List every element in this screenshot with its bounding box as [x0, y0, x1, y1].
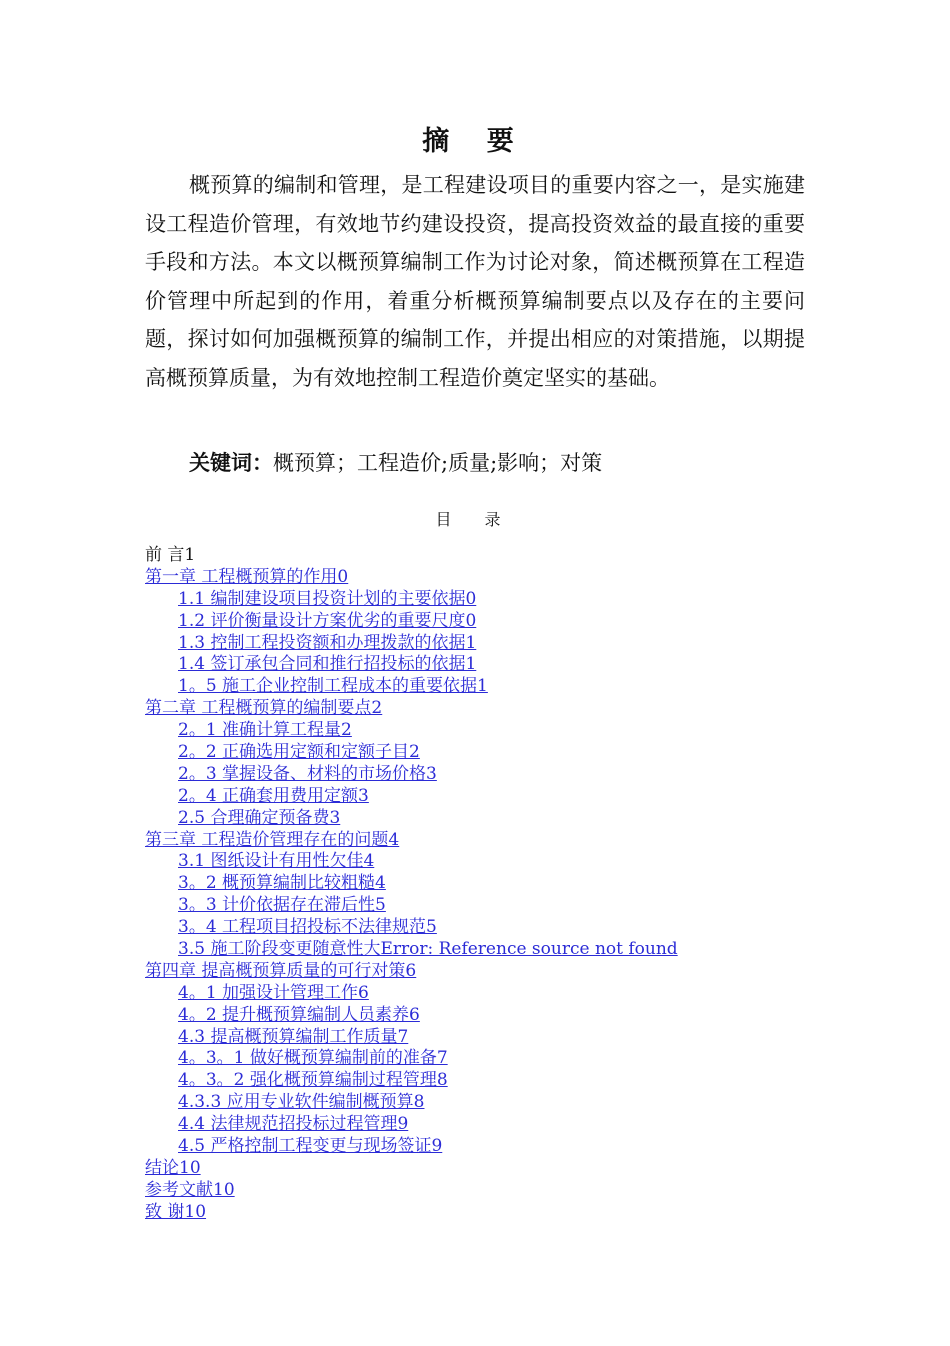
toc-link[interactable]: 3。3 计价依据存在滞后性5 [178, 895, 386, 916]
toc-link[interactable]: 1.2 评价衡量设计方案优劣的重要尺度0 [178, 610, 477, 631]
toc-entry [145, 808, 845, 830]
toc-link[interactable]: 4.5 严格控制工程变更与现场签证9 [178, 1136, 443, 1157]
toc-link[interactable]: 第一章 工程概预算的作用0 [145, 566, 349, 587]
toc-link[interactable]: 4。1 加强设计管理工作6 [178, 982, 369, 1003]
toc-entry [145, 589, 845, 611]
toc-entry [145, 873, 845, 895]
toc-entry [145, 851, 845, 873]
toc-entry [145, 633, 845, 655]
toc-link[interactable]: 1。5 施工企业控制工程成本的重要依据1 [178, 676, 488, 697]
toc-entry [145, 567, 845, 589]
keywords-text: 概预算；工程造价;质量;影响；对策 [273, 451, 603, 475]
toc-link[interactable]: 致 谢10 [145, 1201, 207, 1222]
keywords-label: 关键词： [189, 451, 273, 475]
toc-link[interactable]: 3.5 施工阶段变更随意性大Error: Reference source not found [178, 939, 678, 960]
toc-link[interactable]: 2。3 掌握设备、材料的市场价格3 [178, 763, 437, 784]
toc-link[interactable]: 1.1 编制建设项目投资计划的主要依据0 [178, 588, 477, 609]
toc-text: 前 言1 [145, 545, 196, 565]
toc-entry [145, 742, 845, 764]
toc-link[interactable]: 1.3 控制工程投资额和办理拨款的依据1 [178, 632, 477, 653]
toc-entry [145, 720, 845, 742]
toc-link[interactable]: 4。3。1 做好概预算编制前的准备7 [178, 1048, 448, 1069]
toc-link[interactable]: 1.4 签订承包合同和推行招投标的依据1 [178, 654, 477, 675]
abstract-body: 概预算的编制和管理，是工程建设项目的重要内容之一，是实施建设工程造价管理，有效地节约建设投资，提高投资效益的最直接的重要手段和方法。本文以概预算编制工作为讨论对象，简述概预算在工程造价管理中所起到的作用，着重分析概预算编制要点以及存在的主要问题，探讨如何加强概预算的编制工作，并提出相应的对策措施，以期提高概预算质量，为有效地控制工程造价奠定坚实的基础。 [145, 173, 805, 390]
abstract-title: 摘 要 [422, 126, 528, 157]
toc-link[interactable]: 结论10 [145, 1157, 201, 1178]
toc-entry [145, 1048, 845, 1070]
toc-entry [145, 1092, 845, 1114]
toc-entry [145, 983, 845, 1005]
toc-entry [145, 764, 845, 786]
toc-title: 目 录 [435, 510, 515, 529]
toc-entry [145, 654, 845, 676]
toc-entry [145, 1202, 845, 1224]
toc-entry [145, 1005, 845, 1027]
toc-entry [145, 1070, 845, 1092]
toc-entry [145, 698, 845, 720]
toc-entry [145, 786, 845, 808]
toc-link[interactable]: 3。4 工程项目招投标不法律规范5 [178, 917, 437, 938]
toc-entry [145, 1136, 845, 1158]
keywords-line [189, 444, 829, 482]
toc-link[interactable]: 第二章 工程概预算的编制要点2 [145, 698, 383, 719]
table-of-contents [145, 545, 845, 1224]
toc-link[interactable]: 4.4 法律规范招投标过程管理9 [178, 1114, 409, 1135]
toc-link[interactable]: 2。1 准确计算工程量2 [178, 720, 352, 741]
toc-entry [145, 676, 845, 698]
toc-entry [145, 1158, 845, 1180]
toc-entry [145, 1180, 845, 1202]
toc-link[interactable]: 3.1 图纸设计有用性欠佳4 [178, 851, 375, 872]
toc-link[interactable]: 4.3.3 应用专业软件编制概预算8 [178, 1092, 425, 1113]
toc-entry [145, 961, 845, 983]
toc-entry [145, 939, 845, 961]
toc-entry [145, 545, 845, 567]
toc-link[interactable]: 参考文献10 [145, 1179, 235, 1200]
toc-link[interactable]: 2。2 正确选用定额和定额子目2 [178, 742, 420, 763]
toc-entry [145, 830, 845, 852]
toc-link[interactable]: 4.3 提高概预算编制工作质量7 [178, 1026, 409, 1047]
toc-link[interactable]: 第四章 提高概预算质量的可行对策6 [145, 960, 417, 981]
toc-link[interactable]: 4。2 提升概预算编制人员素养6 [178, 1004, 420, 1025]
toc-link[interactable]: 3。2 概预算编制比较粗糙4 [178, 873, 386, 894]
toc-link[interactable]: 2.5 合理确定预备费3 [178, 807, 341, 828]
toc-entry [145, 611, 845, 633]
toc-entry [145, 1027, 845, 1049]
toc-entry [145, 917, 845, 939]
toc-link[interactable]: 第三章 工程造价管理存在的问题4 [145, 829, 400, 850]
toc-link[interactable]: 4。3。2 强化概预算编制过程管理8 [178, 1070, 448, 1091]
toc-entry [145, 1114, 845, 1136]
toc-link[interactable]: 2。4 正确套用费用定额3 [178, 785, 369, 806]
toc-entry [145, 895, 845, 917]
